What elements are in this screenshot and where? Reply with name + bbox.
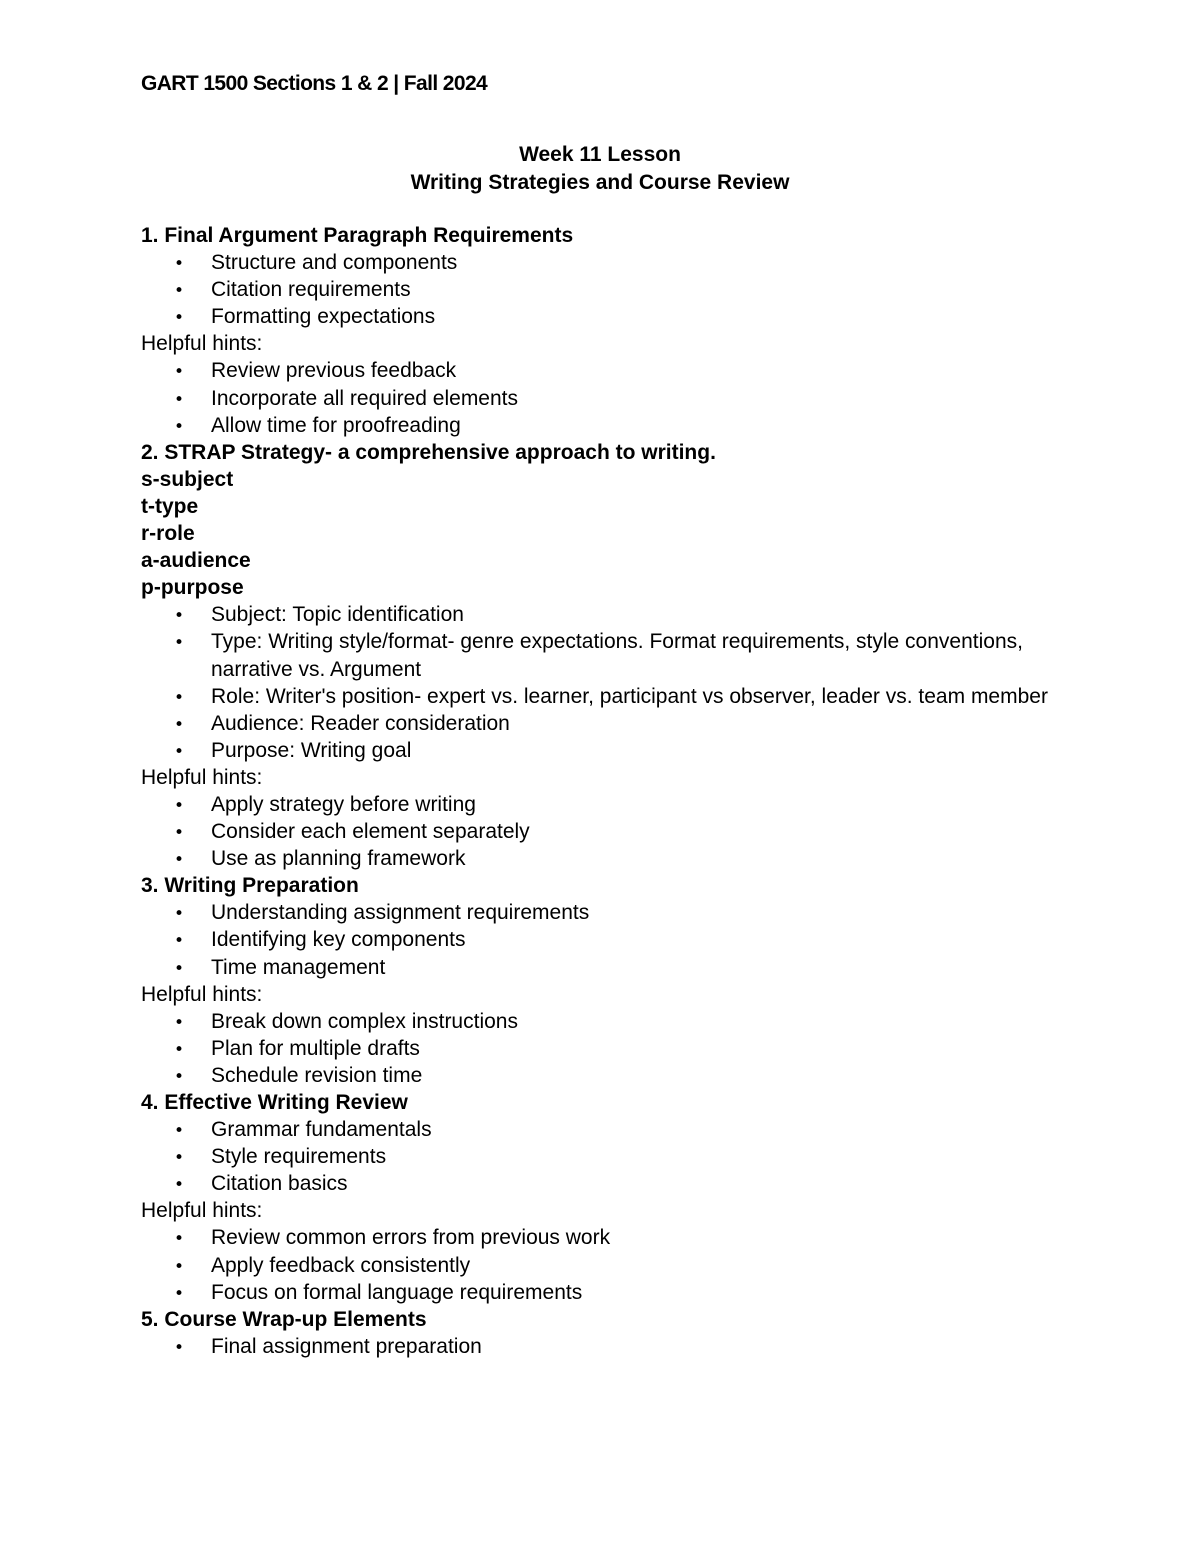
list-item-text: Break down complex instructions [211, 1009, 518, 1033]
bullet-icon [174, 1062, 194, 1091]
list-item [141, 1224, 1061, 1251]
strap-letter: p-purpose [141, 576, 244, 600]
bullet-icon [174, 954, 194, 983]
bullet-icon [174, 1252, 194, 1281]
strap-letter: r-role [141, 522, 195, 546]
bullet-icon [174, 412, 194, 441]
bullet-icon [174, 1170, 194, 1199]
list-item-text: Understanding assignment requirements [211, 901, 590, 925]
section-heading: 4. Effective Writing Review [141, 1091, 408, 1114]
list-item-text: Incorporate all required elements [211, 386, 519, 410]
list-item [141, 357, 1061, 384]
list-item-text: Time management [211, 955, 386, 979]
list-item [141, 1062, 1061, 1089]
list-item-text: Style requirements [211, 1145, 387, 1169]
helpful-hints-label: Helpful hints: [141, 765, 263, 789]
list-item-text: Type: Writing style/format- genre expectations. Format requirements, style conventions, narrative vs. Argument [211, 630, 1023, 681]
bullet-icon [174, 899, 194, 928]
bullet-icon [174, 845, 194, 874]
strap-letter: a-audience [141, 549, 251, 573]
helpful-hints-label: Helpful hints: [141, 982, 263, 1006]
list-item [141, 954, 1061, 981]
bullet-icon [174, 1279, 194, 1308]
section-topic-list [141, 899, 1061, 980]
list-item-text: Role: Writer's position- expert vs. learner, participant vs observer, leader vs. team member [211, 684, 1048, 708]
bullet-icon [174, 276, 194, 305]
list-item-text: Apply strategy before writing [211, 792, 476, 816]
bullet-icon [174, 601, 194, 630]
lesson-subtitle: Writing Strategies and Course Review [410, 170, 790, 194]
helpful-hints-list [141, 357, 1061, 438]
bullet-icon [174, 818, 194, 847]
section-topic-list [141, 249, 1061, 330]
list-item [141, 710, 1061, 737]
bullet-icon [174, 791, 194, 820]
bullet-icon [174, 1333, 194, 1362]
list-item [141, 683, 1061, 710]
list-item [141, 1035, 1061, 1062]
helpful-hints-label: Helpful hints: [141, 332, 263, 356]
bullet-icon [174, 737, 194, 766]
list-item [141, 737, 1061, 764]
list-item [141, 926, 1061, 953]
list-item [141, 818, 1061, 845]
section-topic-list [141, 1333, 1061, 1360]
helpful-hints-list [141, 1224, 1061, 1305]
list-item-text: Purpose: Writing goal [211, 738, 412, 762]
bullet-icon [174, 1143, 194, 1172]
strap-letter: t-type [141, 494, 199, 518]
bullet-icon [174, 1116, 194, 1145]
list-item [141, 845, 1061, 872]
helpful-hints-list [141, 1008, 1061, 1089]
list-item [141, 1116, 1061, 1143]
list-item [141, 385, 1061, 412]
bullet-icon [174, 1035, 194, 1064]
list-item [141, 1279, 1061, 1306]
list-item-text: Formatting expectations [211, 305, 436, 329]
lesson-title: Week 11 Lesson [519, 143, 681, 166]
list-item-text: Final assignment preparation [211, 1334, 482, 1358]
list-item [141, 628, 1061, 682]
list-item [141, 1008, 1061, 1035]
list-item-text: Focus on formal language requirements [211, 1280, 583, 1304]
bullet-icon [174, 1224, 194, 1253]
section-topic-list [141, 1116, 1061, 1197]
bullet-icon [174, 249, 194, 278]
lesson-body [141, 222, 1061, 1360]
list-item-text: Use as planning framework [211, 847, 466, 871]
list-item-text: Allow time for proofreading [211, 413, 461, 437]
list-item [141, 249, 1061, 276]
list-item-text: Review previous feedback [211, 359, 457, 383]
bullet-icon [174, 926, 194, 955]
list-item [141, 276, 1061, 303]
list-item [141, 303, 1061, 330]
list-item [141, 1170, 1061, 1197]
list-item [141, 899, 1061, 926]
bullet-icon [174, 683, 194, 712]
section-heading: 1. Final Argument Paragraph Requirements [141, 224, 574, 247]
list-item-text: Audience: Reader consideration [211, 711, 510, 735]
list-item-text: Review common errors from previous work [211, 1226, 611, 1250]
list-item-text: Citation basics [211, 1172, 348, 1196]
list-item-text: Citation requirements [211, 278, 411, 302]
list-item-text: Apply feedback consistently [211, 1253, 471, 1277]
list-item [141, 1333, 1061, 1360]
section-heading: 2. STRAP Strategy- a comprehensive approach to writing. [141, 440, 716, 464]
list-item-text: Grammar fundamentals [211, 1118, 432, 1142]
strap-letter: s-subject [141, 467, 234, 491]
bullet-icon [174, 710, 194, 739]
bullet-icon [174, 1008, 194, 1037]
section-topic-list [141, 601, 1061, 764]
bullet-icon [174, 385, 194, 414]
bullet-icon [174, 357, 194, 386]
list-item [141, 412, 1061, 439]
list-item-text: Structure and components [211, 251, 458, 275]
list-item-text: Subject: Topic identification [211, 603, 464, 627]
section-heading: 5. Course Wrap-up Elements [141, 1307, 427, 1331]
helpful-hints-list [141, 791, 1061, 872]
list-item-text: Schedule revision time [211, 1063, 423, 1087]
bullet-icon [174, 628, 194, 657]
bullet-icon [174, 303, 194, 332]
section-heading: 3. Writing Preparation [141, 874, 359, 898]
list-item-text: Consider each element separately [211, 820, 530, 844]
list-item-text: Plan for multiple drafts [211, 1036, 420, 1060]
list-item [141, 1252, 1061, 1279]
list-item [141, 1143, 1061, 1170]
helpful-hints-label: Helpful hints: [141, 1199, 263, 1223]
lesson-title-block [0, 141, 1200, 196]
course-header: GART 1500 Sections 1 & 2 | Fall 2024 [141, 72, 488, 95]
list-item-text: Identifying key components [211, 928, 466, 952]
list-item [141, 601, 1061, 628]
list-item [141, 791, 1061, 818]
